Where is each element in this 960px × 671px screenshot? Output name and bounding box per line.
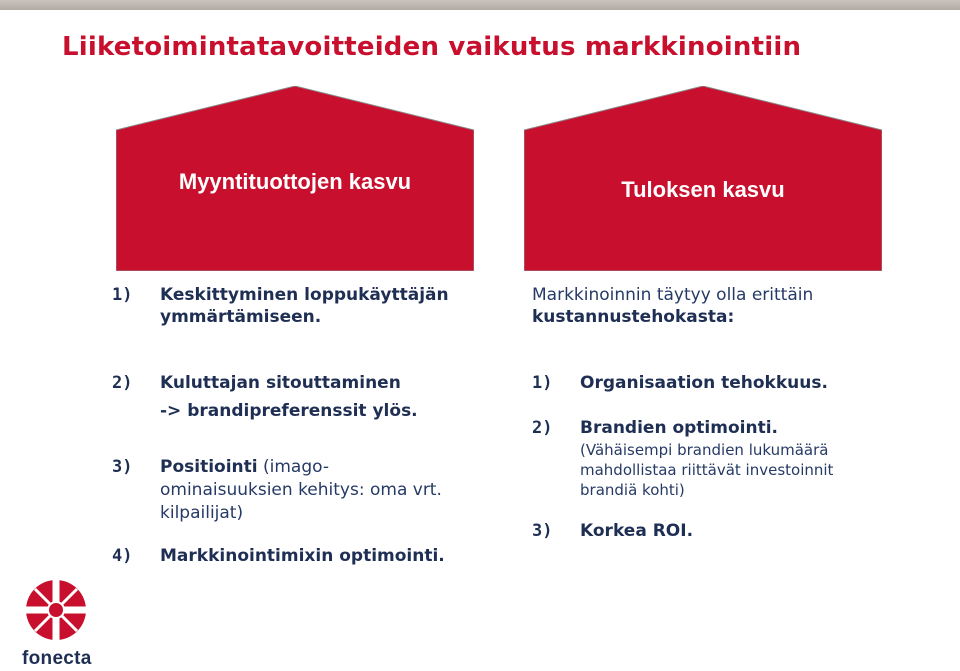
left-item-1-line-1: Keskittyminen loppukäyttäjän (160, 285, 449, 305)
right-item-2-number: 2) (532, 418, 553, 438)
right-intro-line-2: kustannustehokasta: (532, 307, 735, 327)
top-bar (0, 0, 960, 10)
right-item-3-line-1: Korkea ROI. (580, 521, 694, 541)
left-item-2-line-1: Kuluttajan sitouttaminen (160, 373, 401, 393)
right-item-2-note-1: (Vähäisempi brandien lukumäärä (580, 441, 829, 459)
left-item-2-number: 2) (112, 373, 133, 393)
left-item-1-number: 1) (112, 285, 133, 305)
right-item-2-line-1: Brandien optimointi. (580, 418, 778, 438)
left-item-3-rest: (imago- (257, 457, 329, 477)
left-house-shape (116, 86, 474, 271)
left-item-3-bold: Positiointi (160, 457, 258, 477)
left-item-2-line-2: -> brandipreferenssit ylös. (160, 401, 418, 421)
fonecta-logo-text: fonecta (22, 648, 92, 669)
left-house-label: Myyntituottojen kasvu (178, 169, 412, 194)
left-item-4-number: 4) (112, 546, 133, 566)
right-item-2-note-3: brandiä kohti) (580, 481, 685, 499)
left-item-3-number: 3) (112, 457, 133, 477)
left-item-3-line-1 (160, 456, 329, 478)
right-house-shape (524, 86, 882, 271)
right-item-1-number: 1) (532, 373, 553, 393)
left-item-3-line-2: ominaisuuksien kehitys: oma vrt. (160, 480, 442, 500)
right-item-3-number: 3) (532, 521, 553, 541)
page-title: Liiketoimintatavoitteiden vaikutus markkinointiin (62, 32, 802, 62)
left-item-3-line-3: kilpailijat) (160, 503, 244, 523)
left-item-1-line-2: ymmärtämiseen. (160, 307, 322, 327)
right-house-label: Tuloksen kasvu (621, 177, 785, 202)
right-item-2-note-2: mahdollistaa riittävät investoinnit (580, 461, 834, 479)
right-item-1-line-1: Organisaation tehokkuus. (580, 373, 828, 393)
left-item-4-line-1: Markkinointimixin optimointi. (160, 546, 445, 566)
right-intro-line-1: Markkinoinnin täytyy olla erittäin (532, 285, 814, 305)
